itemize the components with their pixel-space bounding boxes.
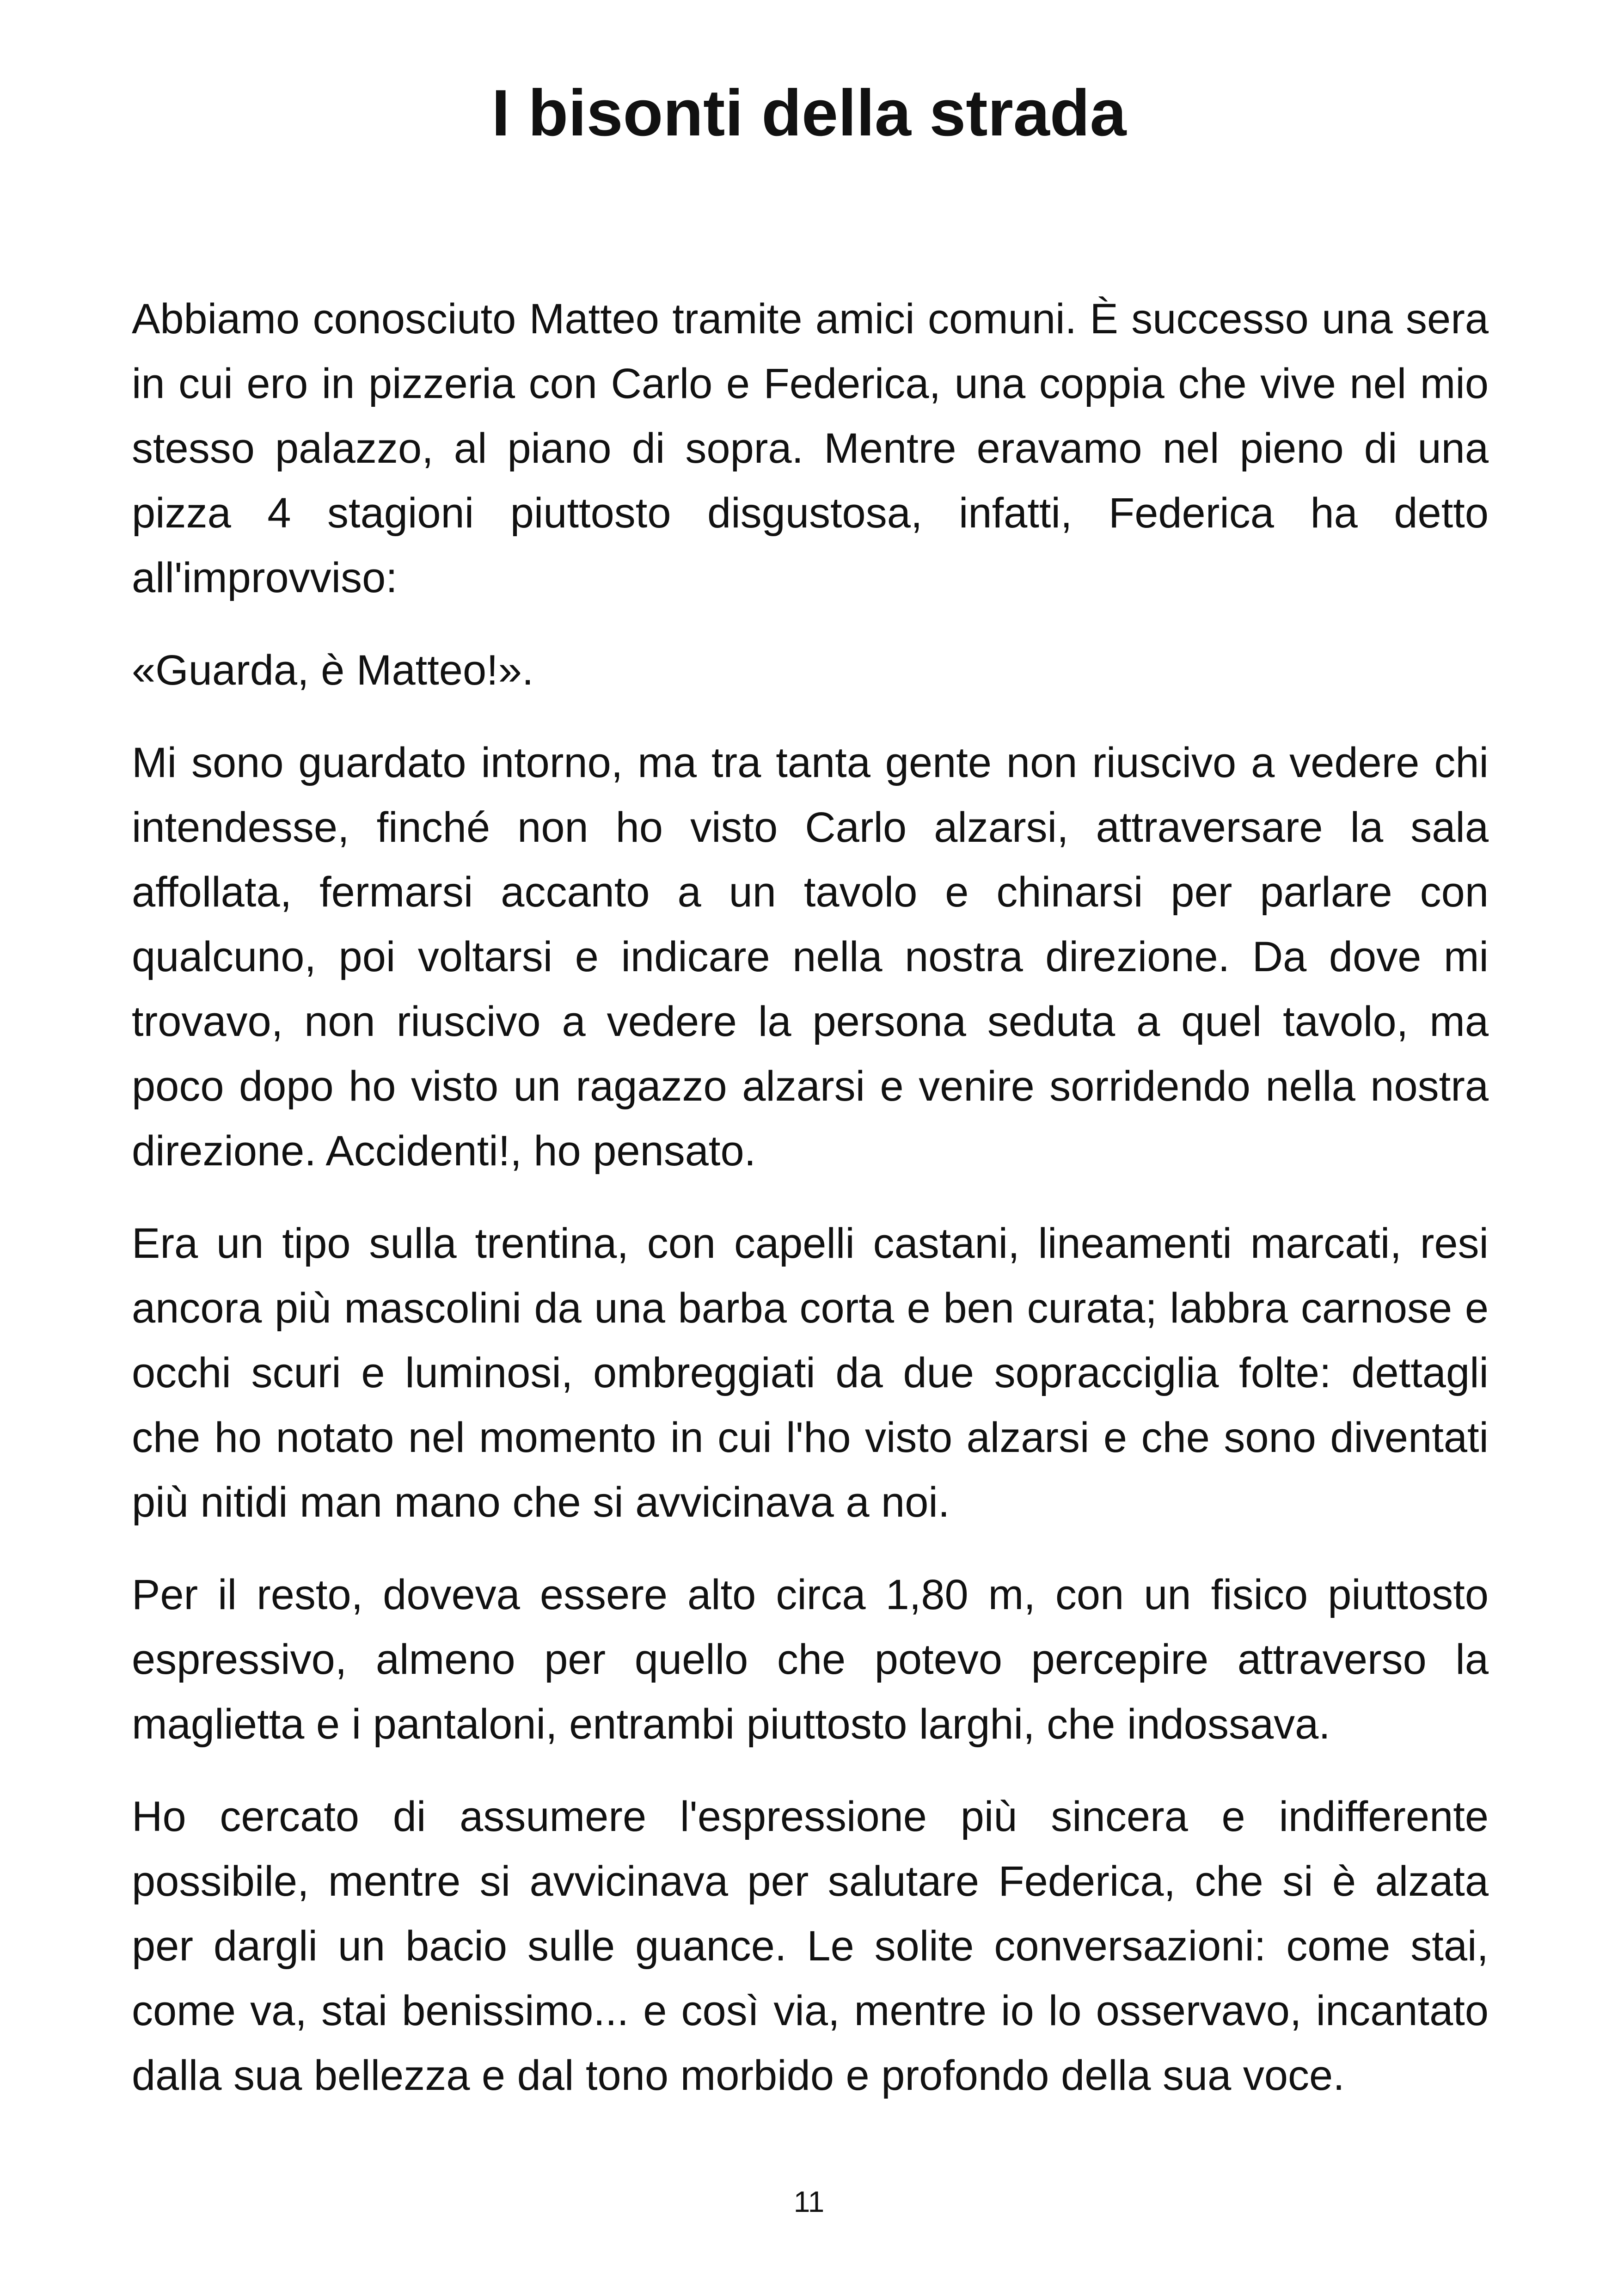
paragraph-5: Per il resto, doveva essere alto circa 1,80 m, con un fisico piuttosto espressivo, almeno per quello che potevo percepire attraverso la maglietta e i pantaloni, entrambi piuttosto larghi, che indossava. <box>132 1571 1489 1748</box>
paragraph-2-dialogue: «Guarda, è Matteo!». <box>132 647 534 694</box>
paragraph-3: Mi sono guardato intorno, ma tra tanta gente non riuscivo a vedere chi intendesse, finché non ho visto Carlo alzarsi, attraversare la sala affollata, fermarsi accanto a un tavolo e chinarsi per parlare con qualcuno, poi voltarsi e indicare nella nostra direzione. Da dove mi trovavo, non riuscivo a vedere la persona seduta a quel tavolo, ma poco dopo ho visto un ragazzo alzarsi e venire sorridendo nella nostra direzione. Accidenti!, ho pensato. <box>132 739 1489 1175</box>
chapter-title: I bisonti della strada <box>491 76 1127 150</box>
paragraph-1: Abbiamo conosciuto Matteo tramite amici comuni. È successo una sera in cui ero in pizzeria con Carlo e Federica, una coppia che vive nel mio stesso palazzo, al piano di sopra. Mentre eravamo nel pieno di una pizza 4 stagioni piuttosto disgustosa, infatti, Federica ha detto all'improvviso: <box>132 295 1489 601</box>
paragraph-6: Ho cercato di assumere l'espressione più sincera e indifferente possibile, mentre si avvicinava per salutare Federica, che si è alzata per dargli un bacio sulle guance. Le solite conversazioni: come stai, come va, stai benissimo... e così via, mentre io lo osservavo, incantato dalla sua bellezza e dal tono morbido e profondo della sua voce. <box>132 1793 1489 2099</box>
body-text <box>132 287 1489 2136</box>
page-number: 11 <box>793 2185 825 2218</box>
paragraph-4: Era un tipo sulla trentina, con capelli castani, lineamenti marcati, resi ancora più mascolini da una barba corta e ben curata; labbra carnose e occhi scuri e luminosi, ombreggiati da due sopracciglia folte: dettagli che ho notato nel momento in cui l'ho visto alzarsi e che sono diventati più nitidi man mano che si avvicinava a noi. <box>132 1220 1489 1526</box>
